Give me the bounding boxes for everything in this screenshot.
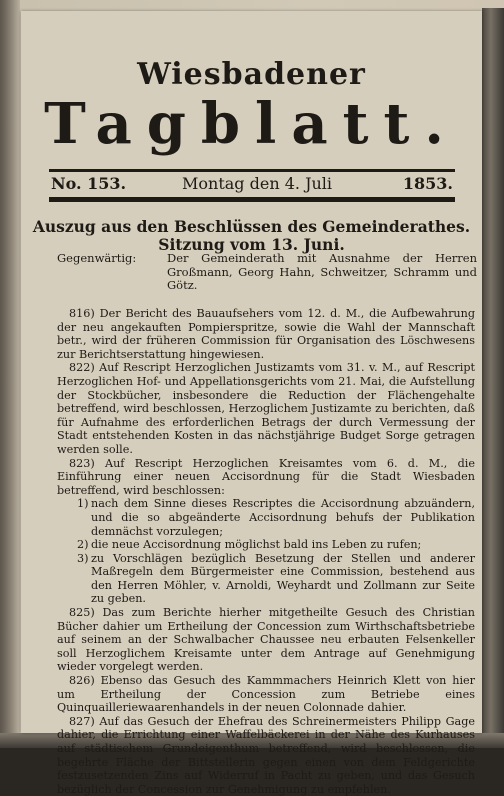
list-item [57, 552, 475, 606]
issue-line [49, 174, 455, 196]
issue-year: 1853. [402, 174, 453, 193]
session-date: Sitzung vom 13. Juni. [158, 235, 345, 254]
list-item-text: die neue Accisordnung möglichst bald ins Leben zu rufen; [91, 538, 422, 552]
issue-date: Montag den 4. Juli [182, 174, 333, 193]
paragraph: 826) Ebenso das Gesuch des Kammmachers Heinrich Klett von hier um Ertheilung der Concession zum Betriebe eines Quinquailleriewaarenhandels in der neuen Colonnade dahier. [57, 674, 475, 715]
issue-rule-top [49, 169, 455, 172]
binding-shadow [0, 0, 20, 748]
paragraph: 827) Auf das Gesuch der Ehefrau des Schreinermeisters Philipp Gage dahier, die Errichtung einer Waffelbäckerei in der Nähe des Kurhauses auf städtischem Grundeigenthum betreffend, wird beschlossen, die begehrte Fläche der Bittstellerin gegen einen von dem Feldgerichte festzusetzenden Zins auf Widerruf in Pacht zu geben, und das Gesuch bezüglich der Concession zur Genehmigung zu empfehlen. [57, 714, 475, 796]
article-heading: Auszug aus den Beschlüssen des Gemeinderathes. [32, 217, 471, 236]
article-body [57, 307, 475, 796]
masthead-title: Tagblatt. [44, 91, 459, 157]
paragraph: 825) Das zum Berichte hierher mitgetheilte Gesuch des Christian Bücher dahier um Ertheilung der Concession zum Wirthschaftsbetriebe auf seinem an der Schwalbacher Chaussee neu erbauten Felsenkeller soll Herzoglichem Kreisamte unter dem Antrage auf Genehmigung wieder vorgelegt werden. [57, 606, 475, 674]
list-item-text: zu Vorschlägen bezüglich Besetzung der Stellen und anderer Maßregeln dem Bürgermeister eine Commission, bestehend aus den Herren Möhler, v. Arnoldi, Weyhardt und Zollmann zur Seite zu geben. [91, 551, 475, 606]
list-item [57, 497, 475, 538]
list-item-number: 2) [77, 538, 89, 552]
list-item [57, 538, 475, 552]
paragraph: 816) Der Bericht des Bauaufsehers vom 12. d. M., die Aufbewahrung der neu angekauften Pompierspritze, sowie die Wahl der Mannschaft betr., wird der früheren Commission für Organisation des Löschwesens zur Berichtserstattung hingewiesen. [57, 307, 475, 361]
newspaper-page [21, 11, 482, 796]
list-item-text: nach dem Sinne dieses Rescriptes die Accisordnung abzuändern, und die so abgeänderte Accisordnung behufs der Publikation demnächst vorzulegen; [91, 497, 475, 538]
list-item-number: 3) [77, 551, 89, 565]
attendance-text: Der Gemeinderath mit Ausnahme der Herren Großmann, Georg Hahn, Schweitzer, Schramm und Götz. [167, 251, 477, 293]
page-edge-right [482, 8, 504, 748]
masthead-city: Wiesbadener [137, 57, 366, 92]
list-item-number: 1) [77, 497, 89, 511]
paragraph: 823) Auf Rescript Herzoglichen Kreisamtes vom 6. d. M., die Einführung einer neuen Accisordnung für die Stadt Wiesbaden betreffend, wird beschlossen: [57, 456, 475, 497]
issue-number: No. 153. [51, 174, 127, 193]
attendance-label: Gegenwärtig: [57, 251, 137, 265]
paragraph: 822) Auf Rescript Herzoglichen Justizamts vom 31. v. M., auf Rescript Herzoglichen Hof- und Appellationsgerichts vom 21. Mai, die Aufstellung der Stockbücher, insbesondere die Reduction der Flächengehalte betreffend, wird beschlossen, Herzoglichem Justizamte zu berichten, daß für Aufnahme des erforderlichen Betrags der durch Vermessung der Stadt entstehenden Kosten in das nächstjährige Budget Sorge getragen werden solle. [57, 361, 475, 456]
issue-rule-bottom [49, 197, 455, 202]
